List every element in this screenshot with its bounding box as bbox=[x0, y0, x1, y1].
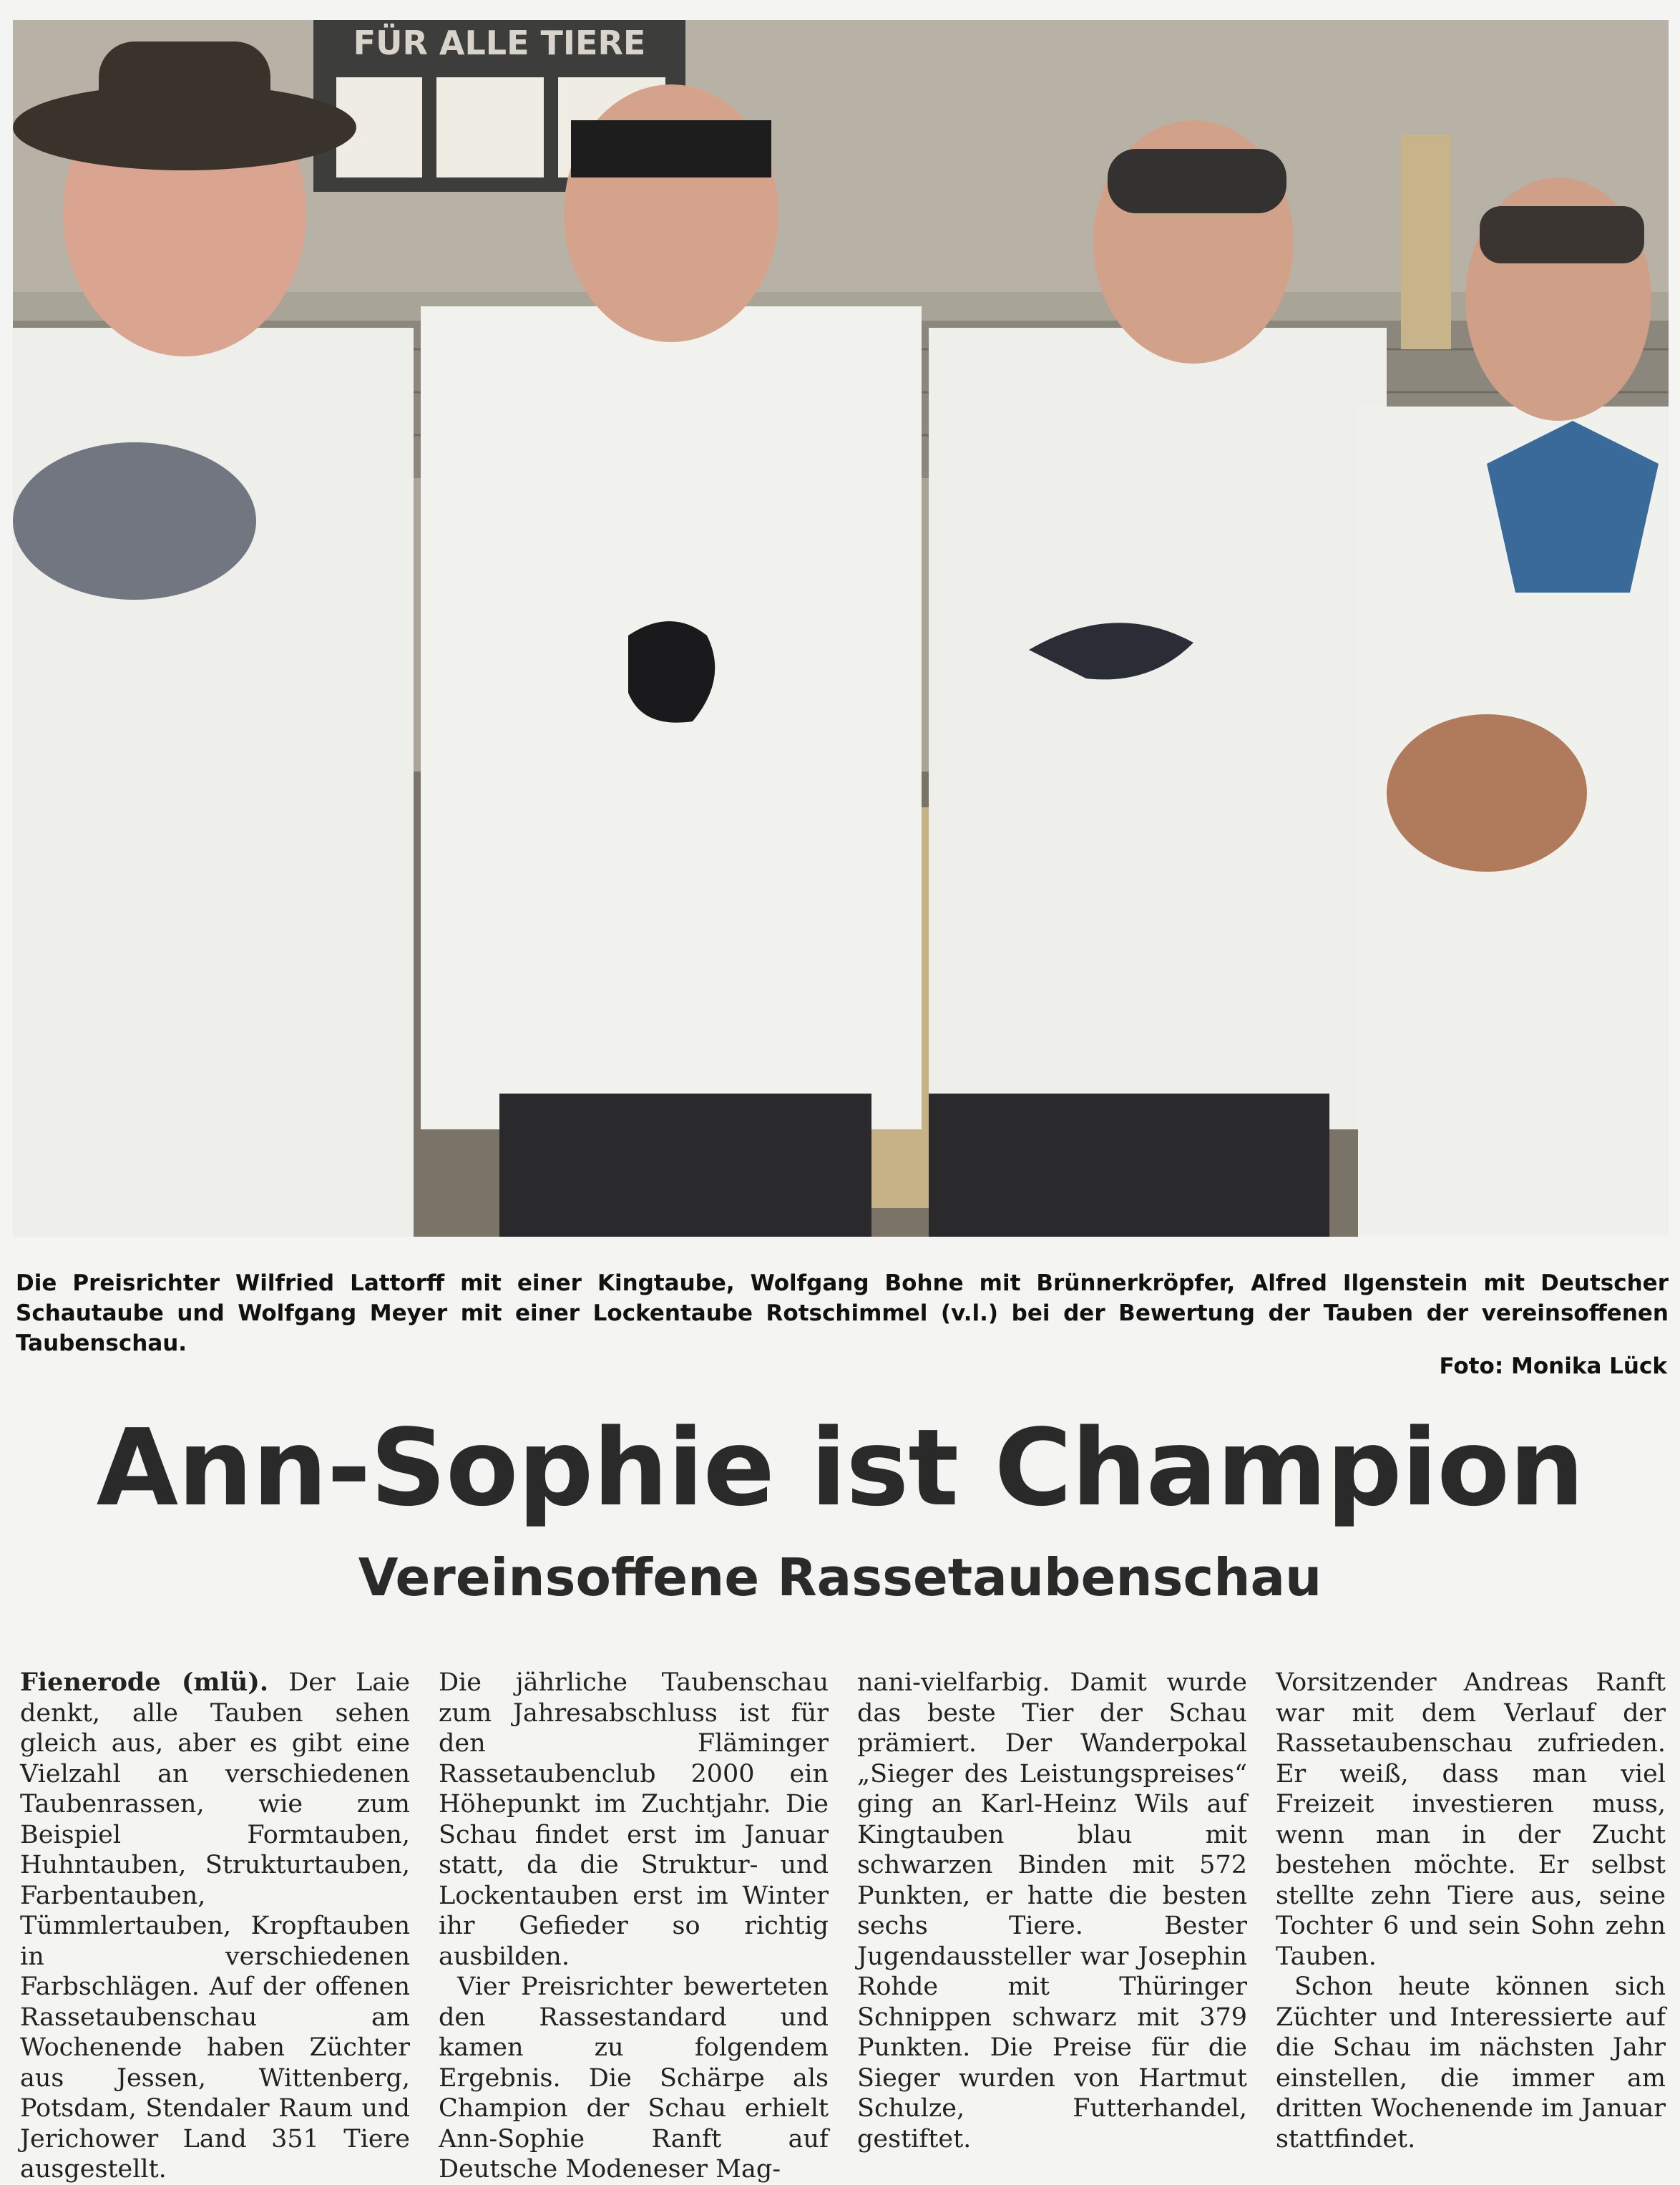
article-paragraph: Schon heute können sich Züchter und Interessierte auf die Schau im nächsten Jahr einstellen, die immer am dritten Wochenende im Januar stattfindet. bbox=[1276, 1972, 1666, 2154]
article-paragraph: Die jährliche Taubenschau zum Jahresabschluss ist für den Fläminger Rassetaubenclub 2000 ein Höhepunkt im Zuchtjahr. Die Schau findet erst im Januar statt, da die Struktur- und Lockentauben erst im Winter ihr Gefieder so richtig ausbilden. bbox=[439, 1668, 829, 1971]
sign-text: FÜR ALLE TIERE bbox=[353, 24, 646, 62]
article-subheadline: Vereinsoffene Rassetaubenschau bbox=[358, 1547, 1322, 1607]
dateline: Fienerode (mlü). bbox=[20, 1668, 269, 1697]
article-paragraph: Vorsitzender Andreas Ranft war mit dem Verlauf der Rassetaubenschau zufrieden. Er weiß, dass man viel Freizeit investieren muss, wenn man in der Zucht bestehen möchte. Er selbst stellte zehn Tiere aus, seine Tochter 6 und sein Sohn zehn Tauben. bbox=[1276, 1668, 1666, 1971]
photo-credit: Foto: Monika Lück bbox=[1439, 1353, 1667, 1379]
paragraph-text: Der Laie denkt, alle Tauben sehen gleich aus, aber es gibt eine Vielzahl an verschiedenen Taubenrassen, wie zum Beispiel Formtauben, Huhntauben, Strukturtauben, Farbentauben, Tümmlertauben, Kropftauben in verschiedenen Farbschlägen. Auf der offenen Rassetaubenschau am Wochenende haben Züchter aus Jessen, Wittenberg, Potsdam, Stendaler Raum und Jerichower Land 351 Tiere ausgestellt. bbox=[20, 1668, 410, 2184]
article-headline: Ann-Sophie ist Champion bbox=[96, 1406, 1584, 1529]
article-paragraph: Vier Preisrichter bewerteten den Rassestandard und kamen zu folgendem Ergebnis. Die Schärpe als Champion der Schau erhielt Ann-Sophie Ranft auf Deutsche Modeneser Mag- bbox=[439, 1972, 829, 2184]
article-column-1 bbox=[20, 1668, 410, 2184]
article-body bbox=[20, 1668, 1666, 2184]
article-paragraph: nani-vielfarbig. Damit wurde das beste Tier der Schau prämiert. Der Wanderpokal „Sieger des Leistungspreises“ ging an Karl-Heinz Wils auf Kingtauben blau mit schwarzen Binden mit 572 Punkten, er hatte die besten sechs Tiere. Bester Jugendaussteller war Josephin Rohde mit Thüringer Schnippen schwarz mit 379 Punkten. Die Preise für die Sieger wurden von Hartmut Schulze, Futterhandel, gestiftet. bbox=[857, 1668, 1247, 2154]
article-paragraph bbox=[20, 1668, 410, 2185]
article-column-2 bbox=[439, 1668, 829, 2184]
article-photo bbox=[13, 20, 1669, 1237]
photo-illustration bbox=[13, 20, 1669, 1237]
article-column-3 bbox=[857, 1668, 1247, 2161]
article-column-4 bbox=[1276, 1668, 1666, 2161]
photo-caption: Die Preisrichter Wilfried Lattorff mit einer Kingtaube, Wolfgang Bohne mit Brünnerkröpfer, Alfred Ilgenstein mit Deutscher Schautaube und Wolfgang Meyer mit einer Lockentaube Rotschimmel (v.l.) bei der Bewertung der Tauben der vereinsoffenen Taubenschau. bbox=[16, 1270, 1669, 1356]
